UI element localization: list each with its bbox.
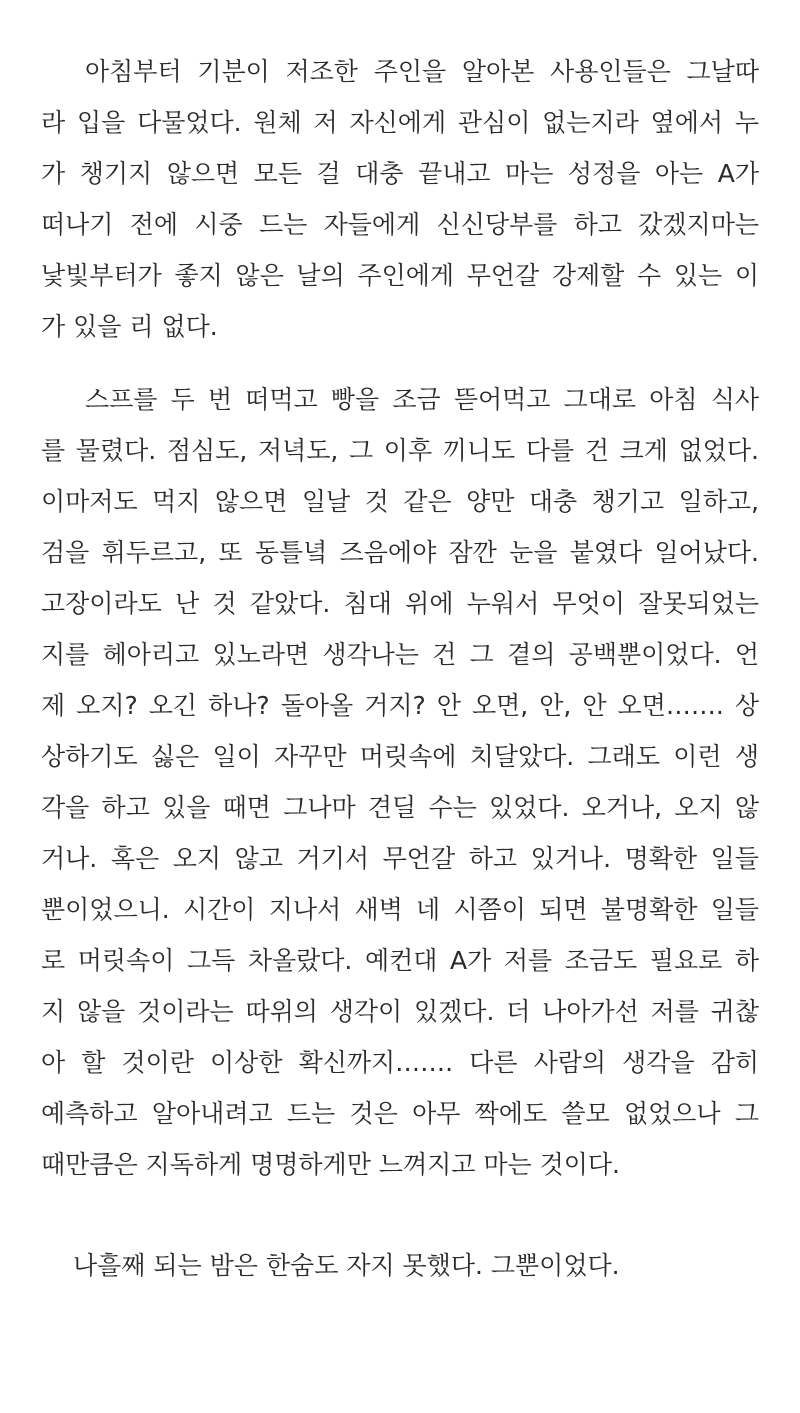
text-line: 고장이라도 난 것 같았다. 침대 위에 누워서 무엇이 잘못되었는 — [41, 589, 759, 618]
text-line: 아 할 것이란 이상한 확신까지……. 다른 사람의 생각을 감히 — [41, 1048, 759, 1077]
text-line: 를 물렸다. 점심도, 저녁도, 그 이후 끼니도 다를 건 크게 없었다. — [41, 436, 759, 465]
text-line: 지를 헤아리고 있노라면 생각나는 건 그 곁의 공백뿐이었다. 언 — [41, 640, 759, 669]
text-line: 낯빛부터가 좋지 않은 날의 주인에게 무언갈 강제할 수 있는 이 — [41, 261, 759, 290]
text-line: 라 입을 다물었다. 원체 저 자신에게 관심이 없는지라 옆에서 누 — [41, 108, 759, 137]
text-line: 로 머릿속이 그득 차올랐다. 예컨대 A가 저를 조금도 필요로 하 — [41, 946, 760, 975]
text-line: 상하기도 싫은 일이 자꾸만 머릿속에 치달았다. 그래도 이런 생 — [41, 742, 759, 771]
text-line: 검을 휘두르고, 또 동틀녘 즈음에야 잠깐 눈을 붙였다 일어났다. — [41, 538, 759, 567]
text-line: 지 않을 것이라는 따위의 생각이 있겠다. 더 나아가선 저를 귀찮 — [41, 997, 759, 1026]
text-line: 가 있을 리 없다. — [41, 312, 218, 341]
text-line: 예측하고 알아내려고 드는 것은 아무 짝에도 쓸모 없었으나 그 — [41, 1099, 759, 1128]
text-line: 가 챙기지 않으면 모든 걸 대충 끝내고 마는 성정을 아는 A가 — [41, 159, 759, 188]
text-line: 제 오지? 오긴 하나? 돌아올 거지? 안 오면, 안, 안 오면……. 상 — [41, 691, 759, 720]
text-line: 스프를 두 번 떠먹고 빵을 조금 뜯어먹고 그대로 아침 식사 — [85, 385, 759, 414]
text-line: 나흘째 되는 밤은 한숨도 자지 못했다. 그뿐이었다. — [73, 1251, 620, 1280]
text-line: 아침부터 기분이 저조한 주인을 알아본 사용인들은 그날따 — [85, 57, 759, 86]
text-line: 때만큼은 지독하게 명명하게만 느껴지고 마는 것이다. — [41, 1150, 620, 1179]
text-line: 떠나기 전에 시중 드는 자들에게 신신당부를 하고 갔겠지마는 — [41, 210, 759, 239]
text-line: 각을 하고 있을 때면 그나마 견딜 수는 있었다. 오거나, 오지 않 — [41, 793, 759, 822]
text-line: 이마저도 먹지 않으면 일날 것 같은 양만 대충 챙기고 일하고, — [41, 487, 759, 516]
text-line: 거나. 혹은 오지 않고 거기서 무언갈 하고 있거나. 명확한 일들 — [41, 844, 759, 873]
text-line: 뿐이었으니. 시간이 지나서 새벽 네 시쯤이 되면 불명확한 일들 — [41, 895, 759, 924]
